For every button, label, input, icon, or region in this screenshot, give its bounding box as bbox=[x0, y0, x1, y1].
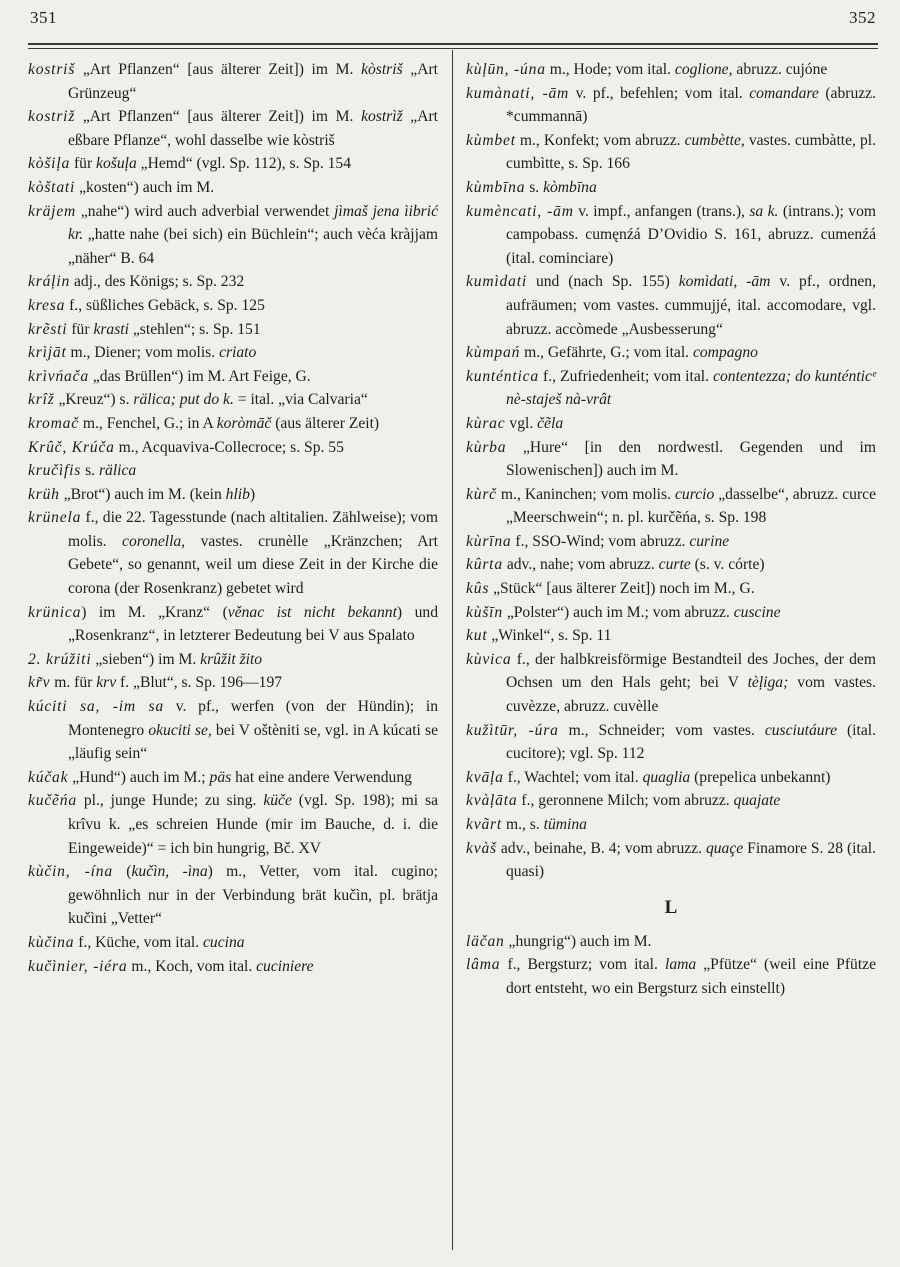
entry-italic-form: cuciniere bbox=[256, 957, 314, 975]
entry-headword: krünica bbox=[28, 603, 82, 621]
entry-italic-form: quajate bbox=[733, 792, 781, 810]
dictionary-entry bbox=[28, 365, 438, 389]
entry-headword: krîž bbox=[28, 391, 55, 409]
entry-headword: kûs bbox=[466, 580, 490, 598]
entry-italic-form: lama bbox=[664, 956, 697, 974]
entry-definition-rest: hat eine andere Verwendung bbox=[231, 768, 412, 786]
entry-definition: f., geronnene Milch; vom abruzz. bbox=[517, 792, 734, 810]
entry-headword: kùrba bbox=[466, 438, 507, 456]
entry-italic-form: küče bbox=[263, 792, 292, 810]
entry-italic-form: kučìn, -ìna bbox=[131, 863, 208, 881]
entry-definition: „hungrig“) auch im M. bbox=[504, 932, 652, 950]
entry-italic-form: cusciutáure bbox=[764, 721, 838, 739]
entry-italic-form: koròmāč bbox=[216, 414, 272, 432]
entry-italic-form: curte bbox=[658, 556, 691, 574]
entry-definition: „sieben“) im M. bbox=[91, 650, 201, 668]
entry-italic-form: cucina bbox=[203, 933, 245, 951]
entry-definition: f., Wachtel; vom ital. bbox=[503, 768, 643, 786]
entry-definition: „Hund“) auch im M.; bbox=[68, 768, 210, 786]
entry-definition-rest: vastes. crunèlle „Kränzchen; Art Gebete“, so genannt, weil um diese Zeit in der Kirche die corona (der Rosenkranz) gebetet wird bbox=[68, 532, 438, 598]
entry-definition-rest: = ital. „via Calvaria“ bbox=[233, 391, 368, 409]
entry-definition: ) im M. „Kranz“ ( bbox=[81, 603, 228, 621]
entry-definition-rest: ) und „Rosenkranz“, in letzterer Bedeutung bei V aus Spalato bbox=[68, 603, 438, 645]
entry-definition: adj., des Königs; s. Sp. 232 bbox=[70, 273, 245, 291]
entry-definition: für bbox=[70, 155, 97, 173]
entry-italic-form: quaçe bbox=[705, 839, 744, 857]
dictionary-entry bbox=[28, 459, 438, 483]
entry-definition: „das Brüllen“) im M. Art Feige, G. bbox=[88, 367, 311, 385]
entry-italic-form: krv bbox=[96, 674, 117, 692]
entry-headword: lâma bbox=[466, 956, 501, 974]
entry-definition: v. impf., anfangen (trans.), bbox=[573, 202, 750, 220]
entry-definition: f., der halbkreisförmige Bestandteil des Joches, der dem Ochsen um den Hals geht; bei V bbox=[506, 650, 876, 692]
entry-italic-form: rälica; put do k. bbox=[133, 391, 234, 409]
dictionary-entry bbox=[28, 766, 438, 790]
entry-italic-form: curine bbox=[689, 532, 730, 550]
entry-headword: kunténtica bbox=[466, 367, 539, 385]
header-rule-thick bbox=[28, 43, 878, 45]
entry-headword: kòštati bbox=[28, 178, 76, 196]
dictionary-entry bbox=[28, 318, 438, 342]
entry-headword: läčan bbox=[466, 932, 505, 950]
dictionary-entry bbox=[466, 813, 876, 837]
dictionary-entry bbox=[466, 624, 876, 648]
entry-definition: „Winkel“, s. Sp. 11 bbox=[487, 627, 612, 645]
dictionary-entry bbox=[466, 789, 876, 813]
entry-headword: kráļin bbox=[28, 273, 71, 291]
entry-headword: kvàļāta bbox=[466, 792, 518, 810]
dictionary-entry bbox=[466, 553, 876, 577]
entry-definition: f., Bergsturz; vom ital. bbox=[500, 956, 665, 974]
dictionary-entry bbox=[466, 365, 876, 412]
entry-italic-form: coglione, bbox=[674, 61, 733, 78]
dictionary-entry bbox=[466, 530, 876, 554]
entry-headword: kvãrt bbox=[466, 816, 503, 833]
entry-definition-rest: f. „Blut“, s. Sp. 196—197 bbox=[116, 674, 283, 692]
entry-definition: f., die 22. Tagesstunde (nach altitalien. Zählweise); vom molis. bbox=[68, 509, 438, 550]
entry-headword: kùļūn, -úna bbox=[466, 61, 546, 78]
entry-definition: „nahe“) wird auch adverbial verwendet bbox=[76, 202, 335, 220]
entry-definition-rest: „Hemd“ (vgl. Sp. 112), s. Sp. 154 bbox=[136, 155, 352, 173]
entry-headword: kùvica bbox=[466, 650, 512, 668]
dictionary-entry bbox=[466, 200, 876, 271]
entry-definition: f., süßliches Gebäck, s. Sp. 125 bbox=[65, 296, 265, 314]
entry-headword: kúčak bbox=[28, 768, 69, 786]
entry-definition-rest: (aus älterer Zeit) bbox=[271, 414, 380, 432]
entry-headword: kùrīna bbox=[466, 532, 512, 550]
entry-italic-form: kòmbīna bbox=[543, 178, 597, 196]
dictionary-entry bbox=[466, 648, 876, 719]
entry-headword: kùmbīna bbox=[466, 178, 526, 196]
entry-definition: pl., junge Hunde; zu sing. bbox=[76, 792, 264, 810]
entry-definition: ( bbox=[112, 863, 132, 881]
entry-headword: kumànati, -ām bbox=[466, 84, 570, 102]
entry-definition-rest: ) m., Vetter, vom ital. cugino; gewöhnlich nur in der Verbindung brät kučìn, pl. brätja kučìni „Vetter“ bbox=[68, 863, 439, 928]
entry-definition: adv., beinahe, B. 4; vom abruzz. bbox=[496, 839, 706, 857]
dictionary-entry bbox=[466, 82, 876, 129]
entry-definition: „kosten“) auch im M. bbox=[75, 178, 215, 196]
entry-headword: kùčina bbox=[28, 933, 75, 951]
dictionary-entry bbox=[28, 152, 438, 176]
entry-headword: kvāļa bbox=[466, 768, 504, 786]
entry-definition: s. bbox=[81, 462, 99, 480]
entry-definition: „Polster“) auch im M.; vom abruzz. bbox=[502, 603, 734, 621]
page-number-left: 351 bbox=[30, 8, 57, 27]
dictionary-entry bbox=[466, 837, 876, 884]
entry-italic-form: rälica bbox=[98, 462, 137, 480]
entry-headword: kužìtūr, -úra bbox=[466, 721, 559, 739]
entry-italic-form: kòstriš bbox=[361, 61, 403, 78]
dictionary-entry bbox=[28, 860, 438, 931]
entry-definition: m., Koch, vom ital. bbox=[127, 957, 257, 975]
entry-definition: für bbox=[67, 320, 94, 338]
entry-italic-form: criato bbox=[219, 344, 257, 362]
entry-definition: m. für bbox=[50, 674, 97, 692]
entry-definition-rest: (abruzz. *cummannā) bbox=[506, 84, 876, 126]
dictionary-entry bbox=[28, 341, 438, 365]
dictionary-entry bbox=[466, 58, 876, 82]
right-column-entries-k bbox=[466, 58, 876, 884]
entry-definition: f., Zufriedenheit; vom ital. bbox=[538, 367, 714, 385]
entry-headword: kùrč bbox=[466, 485, 497, 503]
entry-definition: und (nach Sp. 155) bbox=[526, 273, 679, 291]
entry-definition-rest: (vgl. Sp. 198); mi sa krîvu k. „es schreien Hunde (mir im Bauche, d. i. die Eingeweide)“ = ich bin hungrig, Bč. XV bbox=[68, 792, 438, 857]
entry-definition: „Hure“ [in den nordwestl. Gegenden und im Slowenischen]) auch im M. bbox=[506, 438, 876, 480]
entry-headword: kostriš bbox=[28, 61, 76, 78]
entry-italic-form: hlib bbox=[225, 485, 250, 503]
entry-definition-rest: „stehlen“; s. Sp. 151 bbox=[128, 320, 261, 338]
dictionary-entry bbox=[466, 601, 876, 625]
entry-definition: s. bbox=[525, 178, 544, 196]
entry-definition-rest: Finamore S. 28 (ital. quasi) bbox=[506, 839, 876, 881]
dictionary-entry bbox=[28, 270, 438, 294]
dictionary-entry bbox=[466, 930, 876, 954]
entry-italic-form: košuļa bbox=[96, 155, 137, 173]
entry-headword: kresa bbox=[28, 296, 66, 314]
entry-definition-rest: „Art eßbare Pflanze“, wohl dasselbe wie kòstriš bbox=[68, 108, 439, 149]
entry-definition: v. pf., werfen (von der Hündin); in Montenegro bbox=[68, 698, 438, 739]
entry-headword: kùmpań bbox=[466, 344, 521, 362]
entry-definition-rest: ) bbox=[249, 485, 256, 503]
entry-definition: „Kreuz“) s. bbox=[54, 391, 134, 409]
dictionary-entry bbox=[28, 601, 438, 648]
entry-headword: krìjāt bbox=[28, 344, 67, 362]
dictionary-entry bbox=[28, 671, 438, 695]
dictionary-entry bbox=[466, 953, 876, 1000]
entry-italic-form: cumbètte, bbox=[684, 131, 745, 149]
dictionary-entry bbox=[466, 129, 876, 176]
dictionary-entry bbox=[28, 695, 438, 766]
entry-definition: f., SSO-Wind; vom abruzz. bbox=[511, 532, 690, 550]
entry-definition: „Stück“ [aus älterer Zeit]) noch im M., G. bbox=[489, 580, 755, 598]
entry-definition-rest: abruzz. cujóne bbox=[732, 61, 828, 78]
entry-headword: krünela bbox=[28, 509, 82, 527]
dictionary-entry bbox=[28, 931, 438, 955]
entry-italic-form: krasti bbox=[93, 320, 129, 338]
entry-definition: „Art Pflanzen“ [aus älterer Zeit]) im M. bbox=[75, 108, 362, 126]
entry-definition-rest: vom vastes. cuvèzze, abruzz. cuvèlle bbox=[506, 674, 877, 716]
dictionary-entry bbox=[28, 648, 438, 672]
entry-headword: 2. krúžiti bbox=[28, 650, 92, 668]
entry-headword: kùmbet bbox=[466, 131, 516, 149]
entry-headword: krìvńača bbox=[28, 367, 89, 385]
entry-italic-form: curcio bbox=[674, 485, 715, 503]
dictionary-entry bbox=[466, 412, 876, 436]
entry-definition-rest: „hatte nahe (bei sich) ein Büchlein“; auch vèća kràjjam „näher“ B. 64 bbox=[68, 226, 438, 267]
entry-definition-rest: (prepelica unbekannt) bbox=[690, 768, 831, 786]
dictionary-entry bbox=[28, 58, 438, 105]
dictionary-entry bbox=[28, 506, 438, 600]
entry-italic-form: contentezza; do kunténticᵉ nè-staješ nà-vrât bbox=[506, 367, 876, 409]
entry-italic-form: čẽla bbox=[537, 414, 564, 432]
entry-definition: m., Kaninchen; vom molis. bbox=[496, 485, 675, 503]
entry-italic-form: cuscine bbox=[733, 603, 781, 621]
entry-definition: f., Küche, vom ital. bbox=[74, 933, 203, 951]
entry-definition-rest: (ital. cucitore); vgl. Sp. 112 bbox=[506, 721, 876, 763]
dictionary-entry bbox=[28, 200, 438, 271]
entry-definition-rest: v. pf., ordnen, aufräumen; vom vastes. cummujjé, ital. accomodare, vgl. abruzz. accòmede „Ausbesserung“ bbox=[506, 273, 876, 338]
entry-definition: m., Acquaviva-Collecroce; s. Sp. 55 bbox=[114, 438, 344, 456]
dictionary-entry bbox=[28, 176, 438, 200]
entry-definition: „Art Pflanzen“ [aus älterer Zeit]) im M. bbox=[75, 61, 362, 78]
entry-definition-rest: „dasselbe“, abruzz. curce „Meerschwein“; n. pl. kurčẽńa, s. Sp. 198 bbox=[506, 485, 877, 527]
section-letter-l: L bbox=[664, 896, 678, 918]
entry-definition: m., Konfekt; vom abruzz. bbox=[515, 131, 685, 149]
entry-headword: kut bbox=[466, 627, 488, 645]
entry-headword: kostriž bbox=[28, 108, 76, 126]
entry-definition-rest: (s. v. córte) bbox=[690, 556, 765, 574]
dictionary-entry bbox=[28, 483, 438, 507]
right-column-entries-l bbox=[466, 930, 876, 1001]
entry-definition: „Brot“) auch im M. (kein bbox=[59, 485, 226, 503]
entry-headword: kùčin, -ína bbox=[28, 863, 113, 881]
entry-headword: kr̃v bbox=[28, 674, 51, 692]
entry-italic-form: coronella, bbox=[122, 532, 186, 550]
entry-headword: krüh bbox=[28, 485, 60, 503]
dictionary-entry bbox=[466, 577, 876, 601]
entry-headword: Krûč, Krúča bbox=[28, 438, 115, 456]
entry-headword: kumèncati, -ām bbox=[466, 202, 574, 220]
dictionary-entry bbox=[466, 341, 876, 365]
entry-headword: kučẽńa bbox=[28, 792, 77, 810]
entry-italic-form: krûžit žito bbox=[200, 650, 263, 668]
column-divider bbox=[452, 50, 453, 1250]
entry-headword: kromač bbox=[28, 414, 79, 432]
entry-italic-form: compagno bbox=[692, 344, 758, 362]
entry-definition-rest: bei V oštèniti se, vgl. in A kúcati se „läufig sein“ bbox=[68, 721, 438, 763]
dictionary-entry bbox=[466, 719, 876, 766]
entry-italic-form: kostrìž bbox=[361, 108, 403, 126]
entry-italic-form: tèļiga; bbox=[747, 674, 789, 692]
entry-definition-rest: „Pfütze“ (weil eine Pfütze dort entsteht, wo ein Bergsturz sich einstellt) bbox=[506, 956, 877, 997]
entry-headword: kumìdati bbox=[466, 273, 527, 291]
dictionary-entry bbox=[28, 789, 438, 860]
entry-italic-form: päs bbox=[209, 768, 232, 786]
entry-definition: m., s. bbox=[502, 816, 544, 833]
entry-headword: kùšīn bbox=[466, 603, 503, 621]
dictionary-entry bbox=[28, 388, 438, 412]
entry-italic-form: jìmaš jena ìibrić kr. bbox=[68, 202, 438, 244]
entry-definition-rest: „Art Grünzeug“ bbox=[68, 61, 439, 102]
entry-definition-rest: (intrans.); vom campobass. cumęnźá D’Ovidio S. 161, abruzz. cumenźá (ital. cominciare) bbox=[506, 202, 876, 267]
entry-headword: kručìfis bbox=[28, 462, 82, 480]
entry-definition: m., Gefährte, G.; vom ital. bbox=[520, 344, 693, 362]
dictionary-entry bbox=[466, 436, 876, 483]
dictionary-entry bbox=[28, 105, 438, 152]
entry-headword: kräjem bbox=[28, 202, 77, 220]
entry-italic-form: věnac ist nicht bekannt bbox=[227, 603, 397, 621]
entry-definition: m., Diener; vom molis. bbox=[66, 344, 220, 362]
page-number-right: 352 bbox=[849, 8, 876, 27]
entry-definition: m., Schneider; vom vastes. bbox=[558, 721, 765, 739]
entry-definition: vgl. bbox=[505, 414, 538, 432]
entry-headword: kvàš bbox=[466, 839, 497, 857]
entry-headword: kûrta bbox=[466, 556, 503, 574]
dictionary-entry bbox=[28, 955, 438, 979]
dictionary-entry bbox=[466, 176, 876, 200]
left-column bbox=[28, 58, 438, 978]
entry-definition-rest: vastes. cumbàtte, pl. cumbìtte, s. Sp. 166 bbox=[506, 131, 876, 173]
entry-definition: v. pf., befehlen; vom ital. bbox=[569, 84, 750, 102]
entry-definition: m., Hode; vom ital. bbox=[545, 61, 675, 78]
entry-headword: kučìnier, -iéra bbox=[28, 957, 128, 975]
entry-headword: krẽsti bbox=[28, 320, 68, 338]
dictionary-entry bbox=[28, 436, 438, 460]
dictionary-entry bbox=[466, 270, 876, 341]
header-rule-thin bbox=[28, 48, 878, 49]
entry-italic-form: tümina bbox=[543, 816, 587, 833]
dictionary-entry bbox=[28, 294, 438, 318]
entry-headword: kòšiļa bbox=[28, 155, 71, 173]
right-column bbox=[466, 58, 876, 1001]
dictionary-entry bbox=[28, 412, 438, 436]
entry-italic-form: komìdati, -ām bbox=[678, 273, 771, 291]
dictionary-entry bbox=[466, 766, 876, 790]
entry-italic-form: quaglia bbox=[642, 768, 691, 786]
entry-italic-form: sa k. bbox=[749, 202, 779, 220]
entry-italic-form: comandare bbox=[749, 84, 819, 102]
dictionary-entry bbox=[466, 483, 876, 530]
entry-headword: kùrac bbox=[466, 414, 506, 432]
entry-headword: kúciti sa, -im sa bbox=[28, 698, 164, 716]
entry-italic-form: okuciti se, bbox=[148, 721, 212, 739]
entry-definition: adv., nahe; vom abruzz. bbox=[502, 556, 659, 574]
entry-definition: m., Fenchel, G.; in A bbox=[79, 414, 217, 432]
